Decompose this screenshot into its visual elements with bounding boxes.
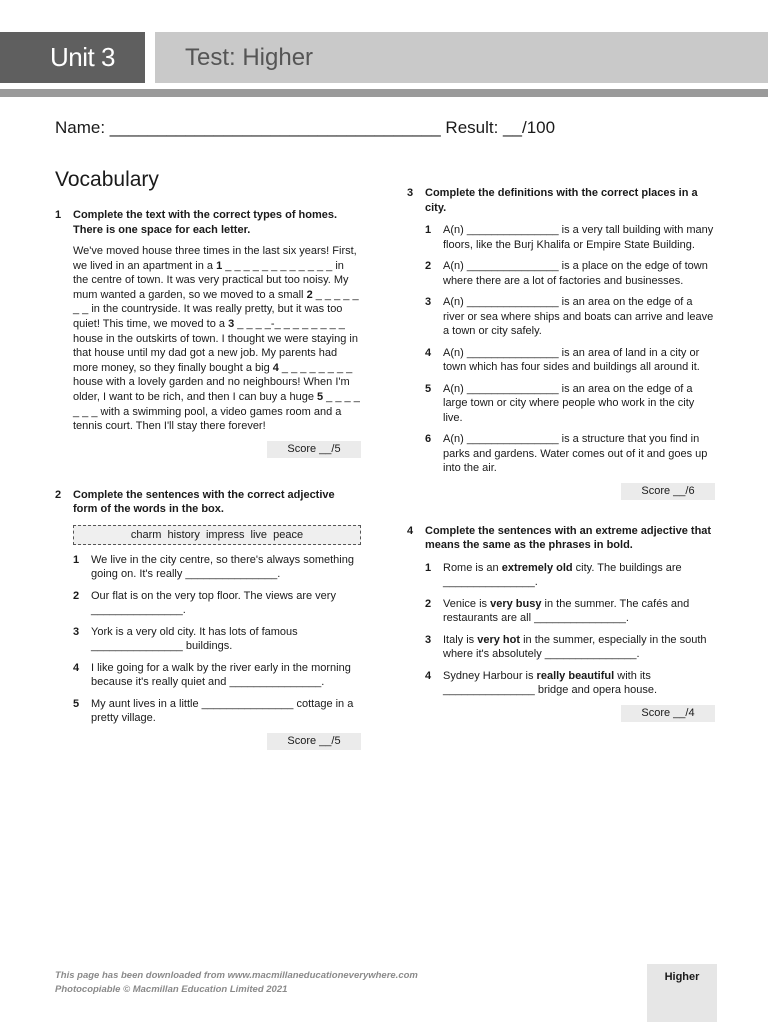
name-result-line: Name: ___________________________________ Result: __/100 [55,118,556,137]
question-instruction: Complete the text with the correct types of homes. There is one space for each letter. [73,209,338,236]
question-items [425,561,715,698]
gap-number: 2 [306,288,313,301]
right-column [407,186,715,722]
question-number: 2 [55,488,62,501]
question-items [73,553,361,726]
unit-label: Unit 3 [0,32,145,83]
score-box: Score __/5 [267,441,361,458]
list-item: 5 A(n) _______________ is an area on the edge of a large town or city where people who work in the city live. [425,382,695,424]
header-divider [0,89,768,97]
score-box: Score __/5 [267,733,361,750]
list-item: 5 My aunt lives in a little _______________ cottage in a pretty village. [73,697,354,725]
download-note: This page has been downloaded from www.macmillaneducationeverywhere.com [55,970,418,981]
question-2 [55,488,361,750]
list-item: 2 Venice is very busy in the summer. The cafés and restaurants are all _______________. [425,597,690,624]
level-badge: Higher [647,964,717,1022]
footer-note [55,969,418,997]
question-instruction: Complete the sentences with the correct adjective form of the words in the box. [73,488,335,516]
list-item: 4 A(n) _______________ is an area of land in a city or town which has four sides and buildings all around it. [425,346,700,373]
test-title: Test: Higher [155,32,768,83]
left-column [55,208,361,750]
list-item: 3 A(n) _______________ is an area on the edge of a river or sea where ships and boats can arrive and leave a town or city safely. [425,296,714,337]
question-3 [407,186,715,500]
question-instruction: Complete the sentences with an extreme adjective that means the same as the phrases in bold. [425,524,712,551]
word-box: charm history impress live peace [73,525,361,545]
gap-number: 3 [228,317,235,330]
question-number: 1 [55,209,62,221]
copyright-note: Photocopiable © Macmillan Education Limited 2021 [55,984,288,995]
gap-number: 1 [216,259,223,272]
score-box: Score __/4 [621,705,715,722]
list-item: 1 A(n) _______________ is a very tall building with many floors, like the Burj Khalifa or Empire State Building. [425,224,714,251]
question-1 [55,208,361,458]
list-item: 3 York is a very old city. It has lots of famous _______________ buildings. [73,625,298,653]
question-number: 3 [407,187,414,199]
list-item: 1 Rome is an extremely old city. The buildings are _______________. [425,561,682,588]
question-number: 4 [407,524,414,537]
list-item: 4 Sydney Harbour is really beautiful with its _______________ bridge and opera house. [425,669,658,696]
list-item: 3 Italy is very hot in the summer, especially in the south where it's absolutely _______________. [425,633,707,660]
question-instruction: Complete the definitions with the correct places in a city. [425,187,698,214]
gap-number: 4 [272,361,279,374]
section-title: Vocabulary [55,168,159,191]
list-item: 2 Our flat is on the very top floor. The views are very _______________. [73,589,336,617]
list-item: 4 I like going for a walk by the river early in the morning because it's really quiet and _______________. [73,661,351,689]
gap-number: 5 [317,390,324,403]
list-item: 2 A(n) _______________ is a place on the edge of town where there are a lot of factories and businesses. [425,260,708,287]
question-paragraph: We've moved house three times in the last six years! First, we lived in an apartment in a 1 _ _ _ _ _ _ _ _ _ _ _ _ in the centre of town. It was very practical but too noisy. My mum wanted a garden, so we moved to a small 2 _ _ _ _ _ _ _ in the countryside. It was really pretty, but it was too quiet! This time, we moved to a 3 _ _ _ _-_ _ _ _ _ _ _ _ house in the outskirts of town. I thought we were staying in that house until my dad got a new job. My parents had more money, so they finally bought a big 4 _ _ _ _ _ _ _ _ house with a lovely garden and no neighbours! When I'm older, I want to be rich, and then I can buy a huge 5 _ _ _ _ _ _ _ with a swimming pool, a video games room and a tennis court. Then I'll stay there forever! [73,245,360,433]
score-box: Score __/6 [621,483,715,500]
list-item: 1 We live in the city centre, so there's always something going on. It's really _______________. [73,553,354,581]
list-item: 6 A(n) _______________ is a structure that you find in parks and gardens. Water comes out of it and goes up into the air. [425,433,708,474]
question-4 [407,524,715,722]
question-items [425,223,715,476]
